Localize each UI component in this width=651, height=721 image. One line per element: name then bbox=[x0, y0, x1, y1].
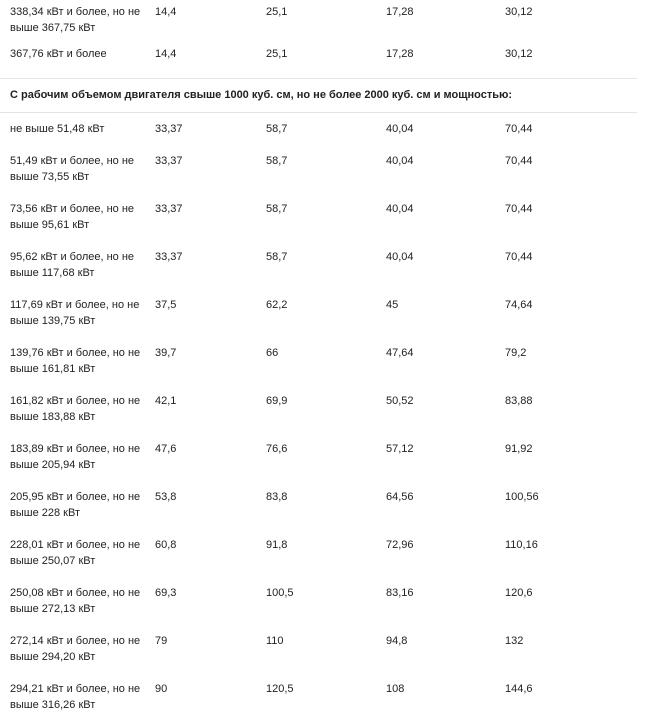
rate-cell-2: 110 bbox=[266, 635, 284, 647]
table-row bbox=[0, 289, 637, 337]
table-row bbox=[0, 113, 637, 145]
rate-cell-3: 108 bbox=[386, 683, 405, 695]
rate-cell-1: 69,3 bbox=[155, 587, 177, 599]
rate-cell-2: 66 bbox=[266, 347, 279, 359]
table-row bbox=[0, 481, 637, 529]
rate-cell-1: 33,37 bbox=[155, 155, 183, 167]
rate-cell-4: 144,6 bbox=[505, 683, 533, 695]
rate-cell-2: 58,7 bbox=[266, 123, 288, 135]
rate-cell-1: 33,37 bbox=[155, 123, 183, 135]
rate-cell-2: 62,2 bbox=[266, 299, 288, 311]
rate-cell-2: 91,8 bbox=[266, 539, 288, 551]
rate-cell-3: 40,04 bbox=[386, 251, 414, 263]
rate-cell-3: 47,64 bbox=[386, 347, 414, 359]
power-range-cell: 205,95 кВт и более, но не выше 228 кВт bbox=[10, 491, 141, 519]
rate-cell-2: 76,6 bbox=[266, 443, 288, 455]
rate-cell-2: 83,8 bbox=[266, 491, 288, 503]
rate-cell-3: 40,04 bbox=[386, 123, 414, 135]
rate-cell-2: 100,5 bbox=[266, 587, 294, 599]
rate-cell-1: 60,8 bbox=[155, 539, 177, 551]
rate-cell-2: 25,1 bbox=[266, 48, 288, 60]
rate-cell-4: 30,12 bbox=[505, 6, 533, 18]
power-range-cell: 73,56 кВт и более, но не выше 95,61 кВт bbox=[10, 203, 135, 231]
rate-cell-4: 30,12 bbox=[505, 48, 533, 60]
rate-cell-2: 120,5 bbox=[266, 683, 294, 695]
table-row bbox=[0, 673, 637, 721]
table-row bbox=[0, 625, 637, 673]
power-range-cell: 95,62 кВт и более, но не выше 117,68 кВт bbox=[10, 251, 135, 279]
table-row bbox=[0, 145, 637, 193]
rate-cell-4: 110,16 bbox=[505, 539, 538, 551]
rate-cell-1: 53,8 bbox=[155, 491, 177, 503]
rate-cell-3: 17,28 bbox=[386, 48, 414, 60]
rate-cell-1: 37,5 bbox=[155, 299, 177, 311]
power-range-cell: 117,69 кВт и более, но не выше 139,75 кВт bbox=[10, 299, 140, 327]
rate-cell-3: 40,04 bbox=[386, 155, 414, 167]
table-row bbox=[0, 529, 637, 577]
table-body bbox=[0, 113, 637, 721]
rate-cell-4: 70,44 bbox=[505, 155, 533, 167]
rate-cell-4: 100,56 bbox=[505, 491, 539, 503]
rate-cell-4: 132 bbox=[505, 635, 524, 647]
rate-cell-4: 79,2 bbox=[505, 347, 527, 359]
rate-cell-3: 64,56 bbox=[386, 491, 414, 503]
section-header-row bbox=[0, 78, 637, 113]
rate-cell-1: 42,1 bbox=[155, 395, 177, 407]
rate-cell-4: 74,64 bbox=[505, 299, 533, 311]
rate-cell-3: 72,96 bbox=[386, 539, 414, 551]
table-row bbox=[0, 38, 637, 78]
power-range-cell: 183,89 кВт и более, но не выше 205,94 кВт bbox=[10, 443, 141, 471]
rate-cell-4: 70,44 bbox=[505, 251, 533, 263]
rate-cell-3: 83,16 bbox=[386, 587, 414, 599]
table-row bbox=[0, 433, 637, 481]
table-row bbox=[0, 577, 637, 625]
rate-cell-2: 25,1 bbox=[266, 6, 288, 18]
table-row bbox=[0, 385, 637, 433]
table-row bbox=[0, 337, 637, 385]
rate-cell-3: 40,04 bbox=[386, 203, 414, 215]
rate-cell-1: 47,6 bbox=[155, 443, 177, 455]
power-range-cell: 338,34 кВт и более, но не выше 367,75 кВт bbox=[10, 6, 141, 34]
rate-cell-1: 33,37 bbox=[155, 251, 183, 263]
table-row bbox=[0, 0, 637, 38]
rate-cell-1: 33,37 bbox=[155, 203, 183, 215]
rate-cell-4: 120,6 bbox=[505, 587, 533, 599]
rate-cell-1: 14,4 bbox=[155, 48, 177, 60]
rate-cell-1: 79 bbox=[155, 635, 168, 647]
power-range-cell: 139,76 кВт и более, но не выше 161,81 кВт bbox=[10, 347, 141, 375]
rate-cell-3: 57,12 bbox=[386, 443, 414, 455]
rate-cell-3: 50,52 bbox=[386, 395, 414, 407]
rate-cell-2: 58,7 bbox=[266, 155, 288, 167]
table-row bbox=[0, 241, 637, 289]
table-row bbox=[0, 193, 637, 241]
section-header: С рабочим объемом двигателя свыше 1000 куб. см, но не более 2000 куб. см и мощностью: bbox=[10, 89, 513, 101]
power-range-cell: 294,21 кВт и более, но не выше 316,26 кВт bbox=[10, 683, 141, 711]
rate-cell-4: 70,44 bbox=[505, 203, 533, 215]
power-range-cell: 367,76 кВт и более bbox=[10, 48, 107, 60]
rate-cell-2: 58,7 bbox=[266, 203, 288, 215]
rate-cell-3: 17,28 bbox=[386, 6, 414, 18]
rate-cell-1: 14,4 bbox=[155, 6, 177, 18]
power-range-cell: 272,14 кВт и более, но не выше 294,20 кВт bbox=[10, 635, 141, 663]
rate-cell-4: 83,88 bbox=[505, 395, 533, 407]
power-range-cell: 228,01 кВт и более, но не выше 250,07 кВт bbox=[10, 539, 141, 567]
rate-cell-3: 45 bbox=[386, 299, 399, 311]
power-range-cell: 250,08 кВт и более, но не выше 272,13 кВт bbox=[10, 587, 141, 615]
rate-cell-1: 39,7 bbox=[155, 347, 177, 359]
power-range-cell: 51,49 кВт и более, но не выше 73,55 кВт bbox=[10, 155, 135, 183]
rate-cell-4: 91,92 bbox=[505, 443, 533, 455]
rate-cell-4: 70,44 bbox=[505, 123, 533, 135]
power-range-cell: 161,82 кВт и более, но не выше 183,88 кВт bbox=[10, 395, 141, 423]
rate-cell-2: 69,9 bbox=[266, 395, 288, 407]
rate-cell-3: 94,8 bbox=[386, 635, 408, 647]
rate-cell-1: 90 bbox=[155, 683, 168, 695]
rate-cell-2: 58,7 bbox=[266, 251, 288, 263]
power-range-cell: не выше 51,48 кВт bbox=[10, 123, 105, 135]
